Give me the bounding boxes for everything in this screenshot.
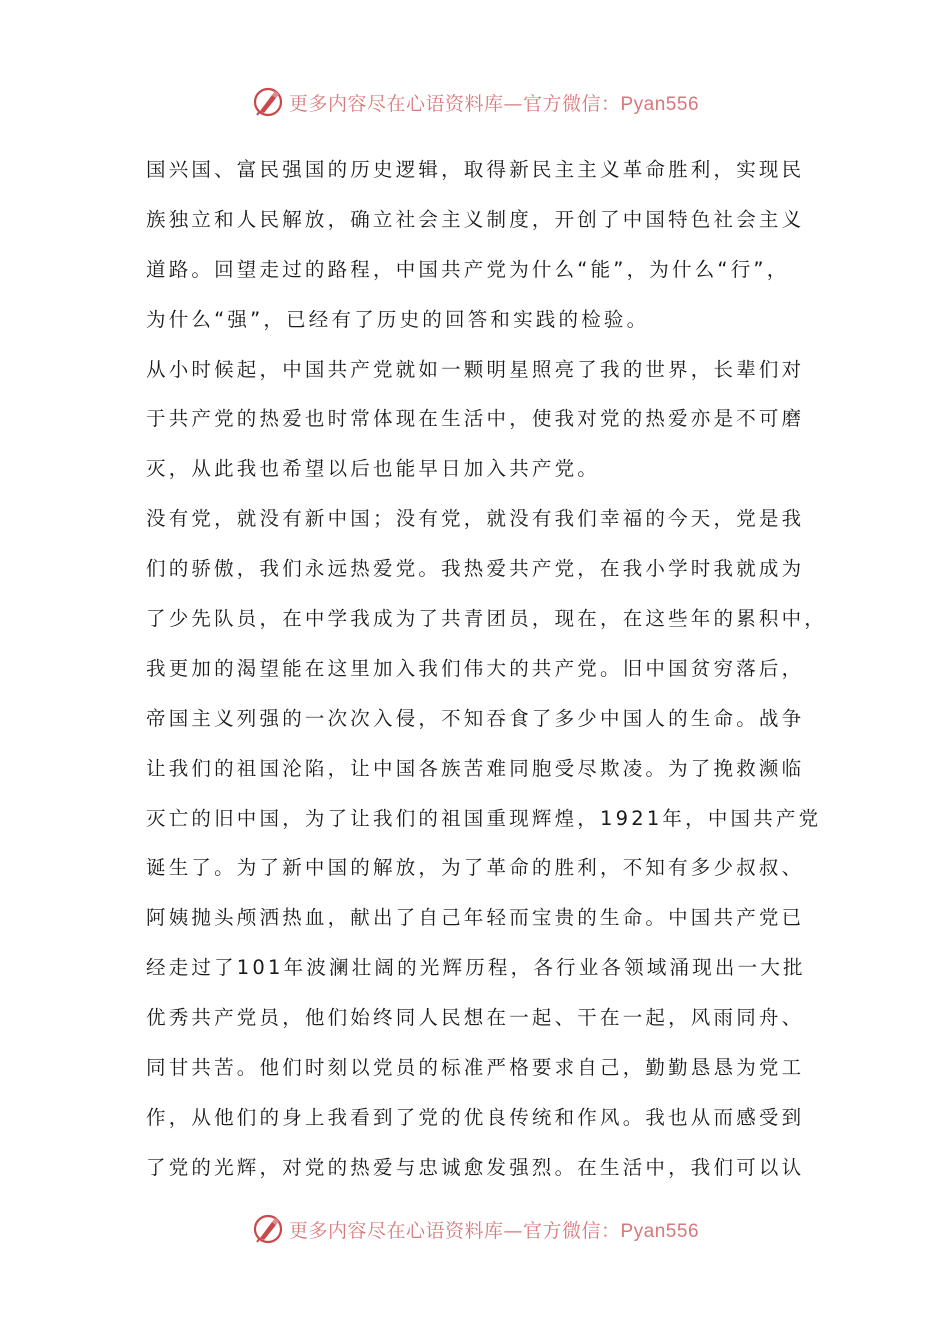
text-line: 我更加的渴望能在这里加入我们伟大的共产党。旧中国贫穷落后，: [146, 656, 805, 680]
text-line: 了党的光辉，对党的热爱与忠诚愈发强烈。在生活中，我们可以认: [146, 1155, 805, 1179]
pen-nib-logo-icon: [251, 85, 285, 119]
text-line: 经走过了101年波澜壮阔的光辉历程，各行业各领域涌现出一大批: [146, 956, 806, 980]
document-body: [146, 145, 828, 1193]
text-line: 灭亡的旧中国，为了让我们的祖国重现辉煌，1921年，中国共产党: [146, 806, 822, 830]
text-line: 道路。回望走过的路程，中国共产党为什么“能”，为什么“行”，: [146, 257, 790, 281]
text-line: 于共产党的热爱也时常体现在生活中，使我对党的热爱亦是不可磨: [146, 407, 805, 431]
text-line: 没有党，就没有新中国；没有党，就没有我们幸福的今天，党是我: [146, 507, 805, 531]
text-line: 们的骄傲，我们永远热爱党。我热爱共产党，在我小学时我就成为: [146, 557, 805, 581]
wechat-id: Pyan556: [620, 93, 700, 115]
text-line: 阿姨抛头颅洒热血，献出了自己年轻而宝贵的生命。中国共产党已: [146, 906, 805, 930]
header-banner-content: [251, 85, 699, 119]
banner-slogan: [289, 1216, 699, 1243]
wechat-id: Pyan556: [620, 1220, 700, 1242]
text-line: 从小时候起，中国共产党就如一颗明星照亮了我的世界，长辈们对: [146, 357, 805, 381]
banner-slogan-text: 更多内容尽在心语资料库—官方微信：: [288, 1219, 621, 1242]
text-line: 优秀共产党员，他们始终同人民想在一起、干在一起，风雨同舟、: [146, 1006, 805, 1030]
text-line: 了少先队员，在中学我成为了共青团员，现在，在这些年的累积中，: [146, 607, 828, 631]
banner-slogan-text: 更多内容尽在心语资料库—官方微信：: [288, 92, 621, 115]
header-banner: [0, 82, 950, 122]
pen-nib-logo-icon: [251, 1212, 285, 1246]
text-line: 为什么“强”，已经有了历史的回答和实践的检验。: [146, 307, 650, 331]
footer-banner-content: [251, 1212, 699, 1246]
text-line: 同甘共苦。他们时刻以党员的标准严格要求自己，勤勤恳恳为党工: [146, 1056, 805, 1080]
text-line: 帝国主义列强的一次次入侵，不知吞食了多少中国人的生命。战争: [146, 706, 805, 730]
text-line: 作，从他们的身上我看到了党的优良传统和作风。我也从而感受到: [146, 1105, 805, 1129]
footer-banner: [0, 1209, 950, 1249]
text-line: 灭，从此我也希望以后也能早日加入共产党。: [146, 457, 601, 481]
text-line: 国兴国、富民强国的历史逻辑，取得新民主主义革命胜利，实现民: [146, 158, 805, 181]
banner-slogan: [289, 89, 699, 116]
text-line: 族独立和人民解放，确立社会主义制度，开创了中国特色社会主义: [146, 207, 805, 231]
text-line: 诞生了。为了新中国的解放，为了革命的胜利，不知有多少叔叔、: [146, 856, 805, 880]
text-line: 让我们的祖国沦陷，让中国各族苦难同胞受尽欺凌。为了挽救濒临: [146, 756, 805, 780]
